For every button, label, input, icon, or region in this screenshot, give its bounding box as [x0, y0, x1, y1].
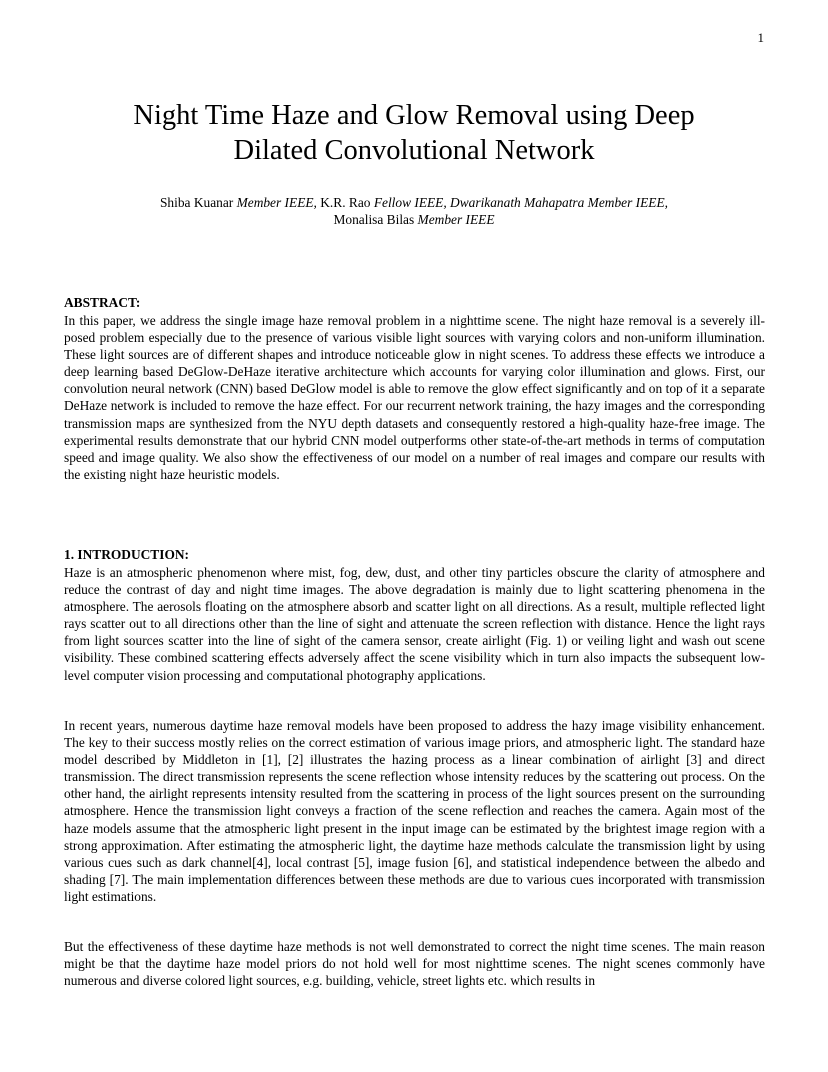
introduction-paragraph: But the effectiveness of these daytime haze methods is not well demonstrated to correct the night time scenes. The main reason might be that the daytime haze model priors do not hold well for most nighttime scenes. The night scenes commonly have numerous and diverse colored light sources, e.g. building, vehicle, street lights etc. which results in: [64, 939, 765, 989]
title-line-2: Dilated Convolutional Network: [233, 135, 595, 166]
page-number: 1: [757, 30, 764, 45]
author-membership: Fellow IEEE, Dwarikanath Mahapatra Member IEEE,: [373, 195, 668, 210]
author-name: Shiba Kuanar: [159, 195, 237, 210]
paper-title: [64, 98, 764, 168]
introduction-paragraph: Haze is an atmospheric phenomenon where mist, fog, dew, dust, and other tiny particles obscure the clarity of atmosphere and reduce the contrast of day and night time images. The above degradation is mainly due to light scattering phenomena in the atmosphere. The aerosols floating on the atmosphere absorb and scatter light on all directions. As a result, multiple reflected light rays scatter out to all directions other than the line of sight and attenuate the screen reflection with distance. Hence the light rays from light sources scatter into the line of sight of the camera sensor, create airlight (Fig. 1) or veiling light and wash out scene visibility. These combined scattering effects adversely affect the scene visibility which in turn also impacts the subsequent low-level computer vision processing and computational photography applications.: [64, 565, 765, 683]
title-line-1: Night Time Haze and Glow Removal using Deep: [133, 100, 695, 131]
introduction-heading: 1. INTRODUCTION:: [64, 547, 189, 562]
author-name: K.R. Rao: [316, 195, 374, 210]
author-membership: Member IEEE,: [236, 195, 317, 210]
abstract-heading: ABSTRACT:: [64, 295, 141, 310]
abstract-text: In this paper, we address the single image haze removal problem in a nighttime scene. The night haze removal is a severely ill-posed problem especially due to the presence of various visible light sources with varying colors and non-uniform illumination. These light sources are of different shapes and introduce noticeable glow in night scenes. To address these effects we introduce a deep learning based DeGlow-DeHaze iterative architecture which accounts for varying color illumination and glows. First, our convolution neural network (CNN) based DeGlow model is able to remove the glow effect significantly and on top of it a separate DeHaze network is included to remove the haze effect. For our recurrent network training, the hazy images and the corresponding transmission maps are synthesized from the NYU depth datasets and consequently restored a high-quality haze-free image. The experimental results demonstrate that our hybrid CNN model outperforms other state-of-the-art methods in terms of computation speed and image quality. We also show the effectiveness of our model on a number of real images and compare our results with the existing night haze heuristic models.: [64, 313, 765, 482]
author-name: Monalisa Bilas: [333, 212, 418, 227]
author-membership: Member IEEE: [417, 212, 495, 227]
introduction-paragraph: In recent years, numerous daytime haze removal models have been proposed to address the hazy image visibility enhancement. The key to their success mostly relies on the correct estimation of various image priors, and atmospheric light. The standard haze model described by Middleton in [1], [2] illustrates the hazing process as a linear combination of airlight [3] and direct transmission. The direct transmission represents the scene reflection whose intensity reduces by the scattering out process. On the other hand, the airlight represents intensity resulted from the scattering in process of the light sources present on the surrounding atmosphere. Hence the transmission light conveys a fraction of the scene reflection and reaches the camera. Again most of the haze models assume that the atmospheric light present in the input image can be estimated by the brightest image region with a strong approximation. After estimating the atmospheric light, the daytime haze methods calculate the transmission light by using various cues such as dark channel[4], local contrast [5], image fusion [6], and statistical independence between the albedo and shading [7]. The main implementation differences between these methods are due to various cues incorporated with transmission light estimations.: [64, 718, 765, 904]
author-list: [64, 194, 764, 228]
